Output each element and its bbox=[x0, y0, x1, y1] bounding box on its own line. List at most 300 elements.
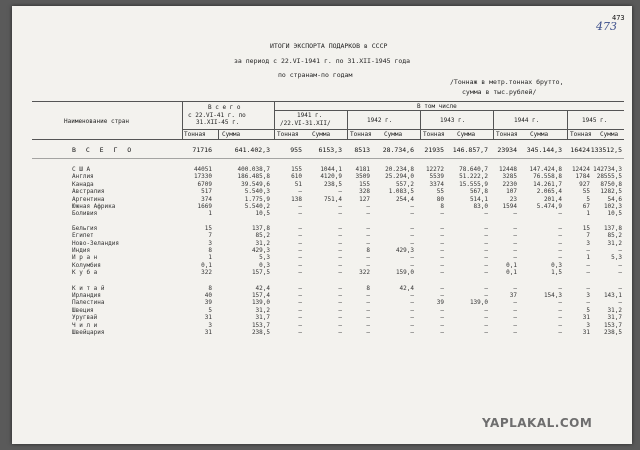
table-row-cell: – bbox=[558, 210, 562, 218]
table-row-cell: 76.558,8 bbox=[533, 173, 562, 181]
table-row-cell: – bbox=[513, 210, 517, 218]
table-row-cell: 328 bbox=[359, 188, 370, 196]
table-row-cell: – bbox=[484, 224, 488, 232]
table-row-cell: – bbox=[366, 329, 370, 336]
table-row-cell: – bbox=[558, 224, 562, 232]
total-cell: 21935 bbox=[424, 146, 444, 154]
row-country-name: Индия bbox=[72, 247, 91, 254]
table-row-cell: 80 bbox=[436, 195, 444, 203]
table-row-cell: – bbox=[298, 247, 302, 254]
title-line-3: по странам-по годам bbox=[278, 71, 353, 79]
subheader-tonnage: Тонная bbox=[496, 131, 518, 138]
table-row-cell: 557,2 bbox=[395, 180, 414, 188]
table-row-cell: 1,5 bbox=[551, 269, 562, 277]
table-row-cell: 254,4 bbox=[395, 195, 414, 203]
col-rule bbox=[182, 101, 183, 139]
table-row-cell: – bbox=[440, 306, 444, 314]
table-row-cell: 42,4 bbox=[255, 284, 270, 292]
table-row-cell: – bbox=[513, 224, 517, 232]
table-row-cell: – bbox=[558, 239, 562, 247]
header-of-which-rule bbox=[274, 110, 624, 111]
table-row-cell: 31 bbox=[204, 329, 212, 336]
table-row-cell: 322 bbox=[201, 269, 212, 277]
table-row-cell: – bbox=[618, 284, 622, 292]
row-country-name: Аргентина bbox=[72, 195, 105, 203]
table-row-cell: – bbox=[484, 254, 488, 262]
header-subhead-rule bbox=[182, 129, 624, 130]
table-row-cell: – bbox=[513, 306, 517, 314]
subheader-tonnage: Тонная bbox=[423, 131, 445, 138]
table-row-cell: 8 bbox=[366, 247, 370, 254]
row-country-name: Бельгия bbox=[72, 224, 98, 232]
table-row-cell: – bbox=[440, 239, 444, 247]
table-row-cell: – bbox=[338, 188, 342, 196]
table-row-cell: 138 bbox=[291, 195, 302, 203]
table-row-cell: 154,3 bbox=[543, 292, 562, 299]
subheader-tonnage: Тонная bbox=[570, 131, 592, 138]
table-row-cell: – bbox=[513, 321, 517, 329]
table-row-cell: – bbox=[618, 247, 622, 254]
table-row-cell: – bbox=[586, 269, 590, 277]
row-country-name: Ч и л и bbox=[72, 321, 98, 329]
table-row-cell: 2.065,4 bbox=[536, 188, 562, 196]
table-row-cell: 238,5 bbox=[603, 329, 622, 336]
table-row-cell: 139,0 bbox=[251, 299, 270, 307]
table-row-cell: 4181 bbox=[355, 166, 370, 173]
table-row-cell: 5,3 bbox=[259, 254, 270, 262]
table-row-cell: 102,3 bbox=[603, 203, 622, 210]
header-country: Наименование стран bbox=[64, 118, 130, 125]
table-row-cell: 238,5 bbox=[323, 180, 342, 188]
table-row-cell: 0,1 bbox=[201, 261, 212, 269]
table-row-cell: – bbox=[366, 210, 370, 218]
table-row-cell: 3 bbox=[208, 321, 212, 329]
table-row-cell: – bbox=[410, 224, 414, 232]
table-row-cell: 1 bbox=[586, 210, 590, 218]
table-row-cell: – bbox=[338, 247, 342, 254]
subheader-sum: Сумма bbox=[457, 131, 476, 138]
table-row-cell: 31 bbox=[204, 314, 212, 322]
table-row-cell: 8 bbox=[208, 284, 212, 292]
table-row-cell: 429,3 bbox=[251, 247, 270, 254]
table-row-cell: – bbox=[484, 239, 488, 247]
table-row-cell: – bbox=[298, 210, 302, 218]
table-row-cell: 31,2 bbox=[607, 239, 622, 247]
table-row-cell: 3509 bbox=[355, 173, 370, 181]
table-row-cell: 31 bbox=[582, 314, 590, 322]
table-row-cell: 153,7 bbox=[251, 321, 270, 329]
table-row-cell: – bbox=[366, 224, 370, 232]
table-row-cell: 51 bbox=[294, 180, 302, 188]
table-row-cell: – bbox=[440, 224, 444, 232]
table-row-cell: 8 bbox=[366, 284, 370, 292]
table-row-cell: 8 bbox=[208, 247, 212, 254]
table-row-cell: – bbox=[513, 239, 517, 247]
table-row-cell: 83,0 bbox=[473, 203, 488, 210]
total-cell: 146.857,7 bbox=[452, 146, 488, 154]
table-row-cell: 3 bbox=[208, 239, 212, 247]
row-country-name: Швейцария bbox=[72, 329, 105, 336]
table-row-cell: 1 bbox=[208, 210, 212, 218]
row-country-name: Австралия bbox=[72, 188, 105, 196]
table-row-cell: – bbox=[298, 203, 302, 210]
watermark: YAPLAKAL.COM bbox=[482, 416, 593, 430]
table-row-cell: 157,5 bbox=[251, 269, 270, 277]
table-row-cell: – bbox=[338, 284, 342, 292]
table-row-cell: – bbox=[298, 261, 302, 269]
table-row-cell: – bbox=[338, 239, 342, 247]
table-row-cell: 31 bbox=[582, 329, 590, 336]
table-row-cell: 5 bbox=[586, 195, 590, 203]
table-row-cell: 14.261,7 bbox=[533, 180, 562, 188]
table-row-cell: – bbox=[558, 299, 562, 307]
title-line-1: ИТОГИ ЭКСПОРТА ПОДАРКОВ в СССР bbox=[270, 42, 388, 50]
table-row-cell: – bbox=[338, 306, 342, 314]
header-1943: 1943 г. bbox=[440, 117, 466, 124]
table-row-cell: – bbox=[440, 292, 444, 299]
table-row-cell: 2230 bbox=[502, 180, 517, 188]
table-row-cell: – bbox=[513, 254, 517, 262]
table-row-cell: – bbox=[410, 299, 414, 307]
table-row-cell: – bbox=[558, 254, 562, 262]
header-1941-2: /22.VI-31.XII/ bbox=[280, 120, 331, 127]
header-1942: 1942 г. bbox=[367, 117, 393, 124]
table-row-cell: – bbox=[440, 321, 444, 329]
table-row-cell: – bbox=[338, 269, 342, 277]
row-country-name: Ирландия bbox=[72, 292, 101, 299]
table-row-cell: – bbox=[586, 261, 590, 269]
table-row-cell: 159,0 bbox=[395, 269, 414, 277]
table-row-cell: – bbox=[484, 232, 488, 240]
table-row-cell: – bbox=[298, 306, 302, 314]
table-row-cell: – bbox=[440, 210, 444, 218]
table-row-cell: 31,7 bbox=[255, 314, 270, 322]
table-row-cell: 142734,3 bbox=[593, 166, 622, 173]
table-row-cell: – bbox=[338, 232, 342, 240]
header-of-which: В том числе bbox=[417, 103, 457, 110]
table-row-cell: – bbox=[440, 254, 444, 262]
table-row-cell: 610 bbox=[291, 173, 302, 181]
table-row-cell: 5 bbox=[208, 306, 212, 314]
col-rule bbox=[347, 110, 348, 139]
table-row-cell: – bbox=[440, 232, 444, 240]
col-rule bbox=[567, 110, 568, 139]
table-row-cell: 147.424,8 bbox=[529, 166, 562, 173]
table-row-cell: – bbox=[440, 284, 444, 292]
table-row-cell: 55 bbox=[436, 188, 444, 196]
table-row-cell: 85,2 bbox=[607, 232, 622, 240]
table-row-cell: – bbox=[410, 261, 414, 269]
table-row-cell: – bbox=[410, 329, 414, 336]
total-label: В С Е Г О bbox=[72, 146, 135, 154]
header-all-period-2: с 22.VI-41 г. по bbox=[188, 112, 246, 119]
col-rule bbox=[420, 110, 421, 139]
table-row-cell: 3285 bbox=[502, 173, 517, 181]
table-row-cell: 39 bbox=[204, 299, 212, 307]
table-row-cell: – bbox=[366, 306, 370, 314]
table-row-cell: 5.540,2 bbox=[244, 203, 270, 210]
table-row-cell: 42,4 bbox=[399, 284, 414, 292]
table-row-cell: – bbox=[338, 321, 342, 329]
table-row-cell: – bbox=[338, 203, 342, 210]
total-cell: 641.402,3 bbox=[234, 146, 270, 154]
table-row-cell: 137,8 bbox=[603, 224, 622, 232]
table-row-cell: 374 bbox=[201, 195, 212, 203]
table-row-cell: – bbox=[366, 239, 370, 247]
table-row-cell: 8 bbox=[440, 203, 444, 210]
table-row-cell: 0,1 bbox=[506, 269, 517, 277]
table-row-cell: – bbox=[410, 314, 414, 322]
table-row-cell: – bbox=[410, 292, 414, 299]
table-row-cell: – bbox=[366, 254, 370, 262]
total-cell: 23934 bbox=[497, 146, 517, 154]
table-row-cell: – bbox=[586, 284, 590, 292]
table-row-cell: – bbox=[338, 299, 342, 307]
table-row-cell: – bbox=[366, 321, 370, 329]
subheader-tonnage: Тонная bbox=[184, 131, 206, 138]
table-row-cell: – bbox=[513, 247, 517, 254]
table-row-cell: – bbox=[410, 210, 414, 218]
table-row-cell: – bbox=[558, 232, 562, 240]
table-row-cell: – bbox=[298, 284, 302, 292]
total-cell: 955 bbox=[290, 146, 302, 154]
table-row-cell: 5 bbox=[586, 306, 590, 314]
table-row-cell: – bbox=[484, 261, 488, 269]
row-country-name: К у б а bbox=[72, 269, 98, 277]
table-row-cell: 201,4 bbox=[543, 195, 562, 203]
col-rule bbox=[274, 101, 275, 139]
table-row-cell: – bbox=[298, 239, 302, 247]
table-row-cell: – bbox=[513, 284, 517, 292]
row-country-name: Швеция bbox=[72, 306, 94, 314]
table-row-cell: 44051 bbox=[193, 166, 212, 173]
table-row-cell: 1.083,5 bbox=[388, 188, 414, 196]
table-row-cell: – bbox=[440, 247, 444, 254]
table-row-cell: 139,0 bbox=[469, 299, 488, 307]
table-row-cell: – bbox=[558, 284, 562, 292]
table-row-cell: – bbox=[366, 299, 370, 307]
table-row-cell: 3374 bbox=[429, 180, 444, 188]
table-row-cell: – bbox=[410, 232, 414, 240]
table-row-cell: 39 bbox=[436, 299, 444, 307]
table-row-cell: 25.294,0 bbox=[385, 173, 414, 181]
total-cell: 16424 bbox=[570, 146, 590, 154]
table-row-cell: 85,2 bbox=[255, 232, 270, 240]
table-row-cell: 567,8 bbox=[469, 188, 488, 196]
table-row-cell: – bbox=[440, 261, 444, 269]
table-row-cell: – bbox=[338, 224, 342, 232]
table-row-cell: – bbox=[484, 292, 488, 299]
subheader-tonnage: Тонная bbox=[277, 131, 299, 138]
table-row-cell: 927 bbox=[579, 180, 590, 188]
subheader-tonnage: Тонная bbox=[350, 131, 372, 138]
table-row-cell: – bbox=[558, 321, 562, 329]
table-row-cell: – bbox=[338, 314, 342, 322]
table-row-cell: – bbox=[484, 284, 488, 292]
document-page bbox=[12, 6, 632, 444]
table-row-cell: 31,2 bbox=[255, 306, 270, 314]
table-row-cell: – bbox=[410, 254, 414, 262]
header-top-rule bbox=[32, 101, 624, 102]
total-cell: 28.734,6 bbox=[382, 146, 414, 154]
table-row-cell: 5,3 bbox=[611, 254, 622, 262]
table-row-cell: – bbox=[618, 269, 622, 277]
table-row-cell: 400.038,7 bbox=[237, 166, 270, 173]
table-row-cell: – bbox=[484, 210, 488, 218]
table-row-cell: – bbox=[513, 232, 517, 240]
table-row-cell: – bbox=[298, 329, 302, 336]
table-row-cell: 28555,5 bbox=[596, 173, 622, 181]
table-row-cell: 37 bbox=[509, 292, 517, 299]
title-line-2: за период с 22.VI-1941 г. по 31.XII-1945 года bbox=[234, 57, 411, 65]
header-bottom-rule bbox=[32, 139, 624, 140]
table-row-cell: 157,4 bbox=[251, 292, 270, 299]
table-row-cell: 54,6 bbox=[607, 195, 622, 203]
table-row-cell: – bbox=[410, 321, 414, 329]
table-row-cell: – bbox=[558, 306, 562, 314]
table-row-cell: 1669 bbox=[197, 203, 212, 210]
table-row-cell: 51.222,2 bbox=[459, 173, 488, 181]
table-row-cell: 8750,8 bbox=[600, 180, 622, 188]
table-row-cell: – bbox=[484, 247, 488, 254]
col-rule bbox=[493, 110, 494, 139]
table-row-cell: 39.549,6 bbox=[241, 180, 270, 188]
total-cell: 8513 bbox=[354, 146, 370, 154]
table-row-cell: 1784 bbox=[575, 173, 590, 181]
units-note-2: сумма в тыс.рублей/ bbox=[462, 88, 537, 96]
table-row-cell: 20.234,8 bbox=[385, 166, 414, 173]
subheader-sum: Сумма bbox=[600, 131, 619, 138]
table-row-cell: 15 bbox=[582, 224, 590, 232]
table-row-cell: 155 bbox=[359, 180, 370, 188]
table-row-cell: 238,5 bbox=[251, 329, 270, 336]
table-row-cell: 155 bbox=[291, 166, 302, 173]
table-row-cell: 31,2 bbox=[607, 306, 622, 314]
table-row-cell: – bbox=[484, 329, 488, 336]
table-row-cell: – bbox=[558, 314, 562, 322]
table-row-cell: – bbox=[586, 299, 590, 307]
header-all-period-3: 31.XII-45 г. bbox=[196, 119, 240, 126]
table-row-cell: 429,3 bbox=[395, 247, 414, 254]
table-row-cell: – bbox=[298, 292, 302, 299]
table-row-cell: 78.640,7 bbox=[459, 166, 488, 173]
table-row-cell: 186.485,8 bbox=[237, 173, 270, 181]
table-row-cell: – bbox=[338, 254, 342, 262]
table-row-cell: 751,4 bbox=[323, 195, 342, 203]
table-row-cell: 3 bbox=[586, 292, 590, 299]
table-row-cell: 40 bbox=[204, 292, 212, 299]
table-row-cell: 10,5 bbox=[255, 210, 270, 218]
table-row-cell: – bbox=[440, 329, 444, 336]
total-cell: 133512,5 bbox=[590, 146, 622, 154]
table-row-cell: 5.474,9 bbox=[536, 203, 562, 210]
header-1944: 1944 г. bbox=[514, 117, 540, 124]
table-row-cell: 153,7 bbox=[603, 321, 622, 329]
table-row-cell: 55 bbox=[582, 188, 590, 196]
table-row-cell: 1 bbox=[586, 254, 590, 262]
table-row-cell: 1044,1 bbox=[320, 166, 342, 173]
table-row-cell: – bbox=[618, 261, 622, 269]
table-row-cell: – bbox=[586, 247, 590, 254]
table-row-cell: 17330 bbox=[193, 173, 212, 181]
table-row-cell: 322 bbox=[359, 269, 370, 277]
table-row-cell: – bbox=[513, 329, 517, 336]
table-row-cell: 23 bbox=[509, 195, 517, 203]
row-country-name: Англия bbox=[72, 173, 94, 181]
table-row-cell: 1 bbox=[208, 254, 212, 262]
table-row-cell: 127 bbox=[359, 195, 370, 203]
table-row-cell: – bbox=[366, 261, 370, 269]
row-country-name: Египет bbox=[72, 232, 94, 240]
table-row-cell: 3 bbox=[586, 321, 590, 329]
table-row-cell: – bbox=[558, 329, 562, 336]
table-row-cell: 107 bbox=[506, 188, 517, 196]
table-row-cell: – bbox=[618, 299, 622, 307]
table-row-cell: 0,1 bbox=[506, 261, 517, 269]
table-row-cell: – bbox=[298, 299, 302, 307]
row-country-name: Ново-Зеландия bbox=[72, 239, 119, 247]
row-country-name: Южная Африка bbox=[72, 203, 116, 210]
table-row-cell: – bbox=[298, 188, 302, 196]
table-row-cell: – bbox=[298, 224, 302, 232]
row-country-name: К и т а й bbox=[72, 284, 105, 292]
table-row-cell: 143,1 bbox=[603, 292, 622, 299]
table-row-cell: 7 bbox=[586, 232, 590, 240]
table-row-cell: – bbox=[366, 232, 370, 240]
table-row-cell: – bbox=[366, 292, 370, 299]
subheader-sum: Сумма bbox=[384, 131, 403, 138]
table-row-cell: 31,2 bbox=[255, 239, 270, 247]
header-1945: 1945 г. bbox=[582, 117, 608, 124]
table-row-cell: – bbox=[484, 321, 488, 329]
table-row-cell: – bbox=[410, 239, 414, 247]
table-row-cell: 31,7 bbox=[607, 314, 622, 322]
handwritten-page-mark: 473 bbox=[596, 20, 617, 33]
table-row-cell: – bbox=[440, 314, 444, 322]
table-row-cell: – bbox=[366, 314, 370, 322]
table-row-cell: 7 bbox=[208, 232, 212, 240]
total-cell: 345.144,3 bbox=[526, 146, 562, 154]
table-row-cell: – bbox=[338, 329, 342, 336]
table-row-cell: – bbox=[513, 299, 517, 307]
table-row-cell: 5.540,3 bbox=[244, 188, 270, 196]
table-row-cell: 0,3 bbox=[551, 261, 562, 269]
total-cell: 6153,3 bbox=[318, 146, 342, 154]
table-row-cell: – bbox=[513, 314, 517, 322]
table-row-cell: – bbox=[298, 314, 302, 322]
table-row-cell: – bbox=[558, 247, 562, 254]
table-row-cell: – bbox=[338, 210, 342, 218]
table-row-cell: – bbox=[440, 269, 444, 277]
row-country-name: Колумбия bbox=[72, 261, 101, 269]
table-row-cell: – bbox=[366, 203, 370, 210]
units-note-1: /Тоннаж в метр.тоннах брутто, bbox=[450, 78, 564, 86]
table-row-cell: 4120,9 bbox=[320, 173, 342, 181]
table-row-cell: – bbox=[484, 306, 488, 314]
table-row-cell: 137,8 bbox=[251, 224, 270, 232]
total-cell: 71716 bbox=[192, 146, 212, 154]
table-row-cell: 6709 bbox=[197, 180, 212, 188]
table-row-cell: 517 bbox=[201, 188, 212, 196]
row-country-name: Боливия bbox=[72, 210, 98, 218]
page-number: 473 bbox=[612, 14, 625, 22]
row-country-name: Палестина bbox=[72, 299, 105, 307]
row-country-name: С Ш А bbox=[72, 166, 91, 173]
table-row-cell: 1282,5 bbox=[600, 188, 622, 196]
table-row-cell: – bbox=[298, 232, 302, 240]
table-row-cell: 3 bbox=[586, 239, 590, 247]
row-country-name: Канада bbox=[72, 180, 94, 188]
